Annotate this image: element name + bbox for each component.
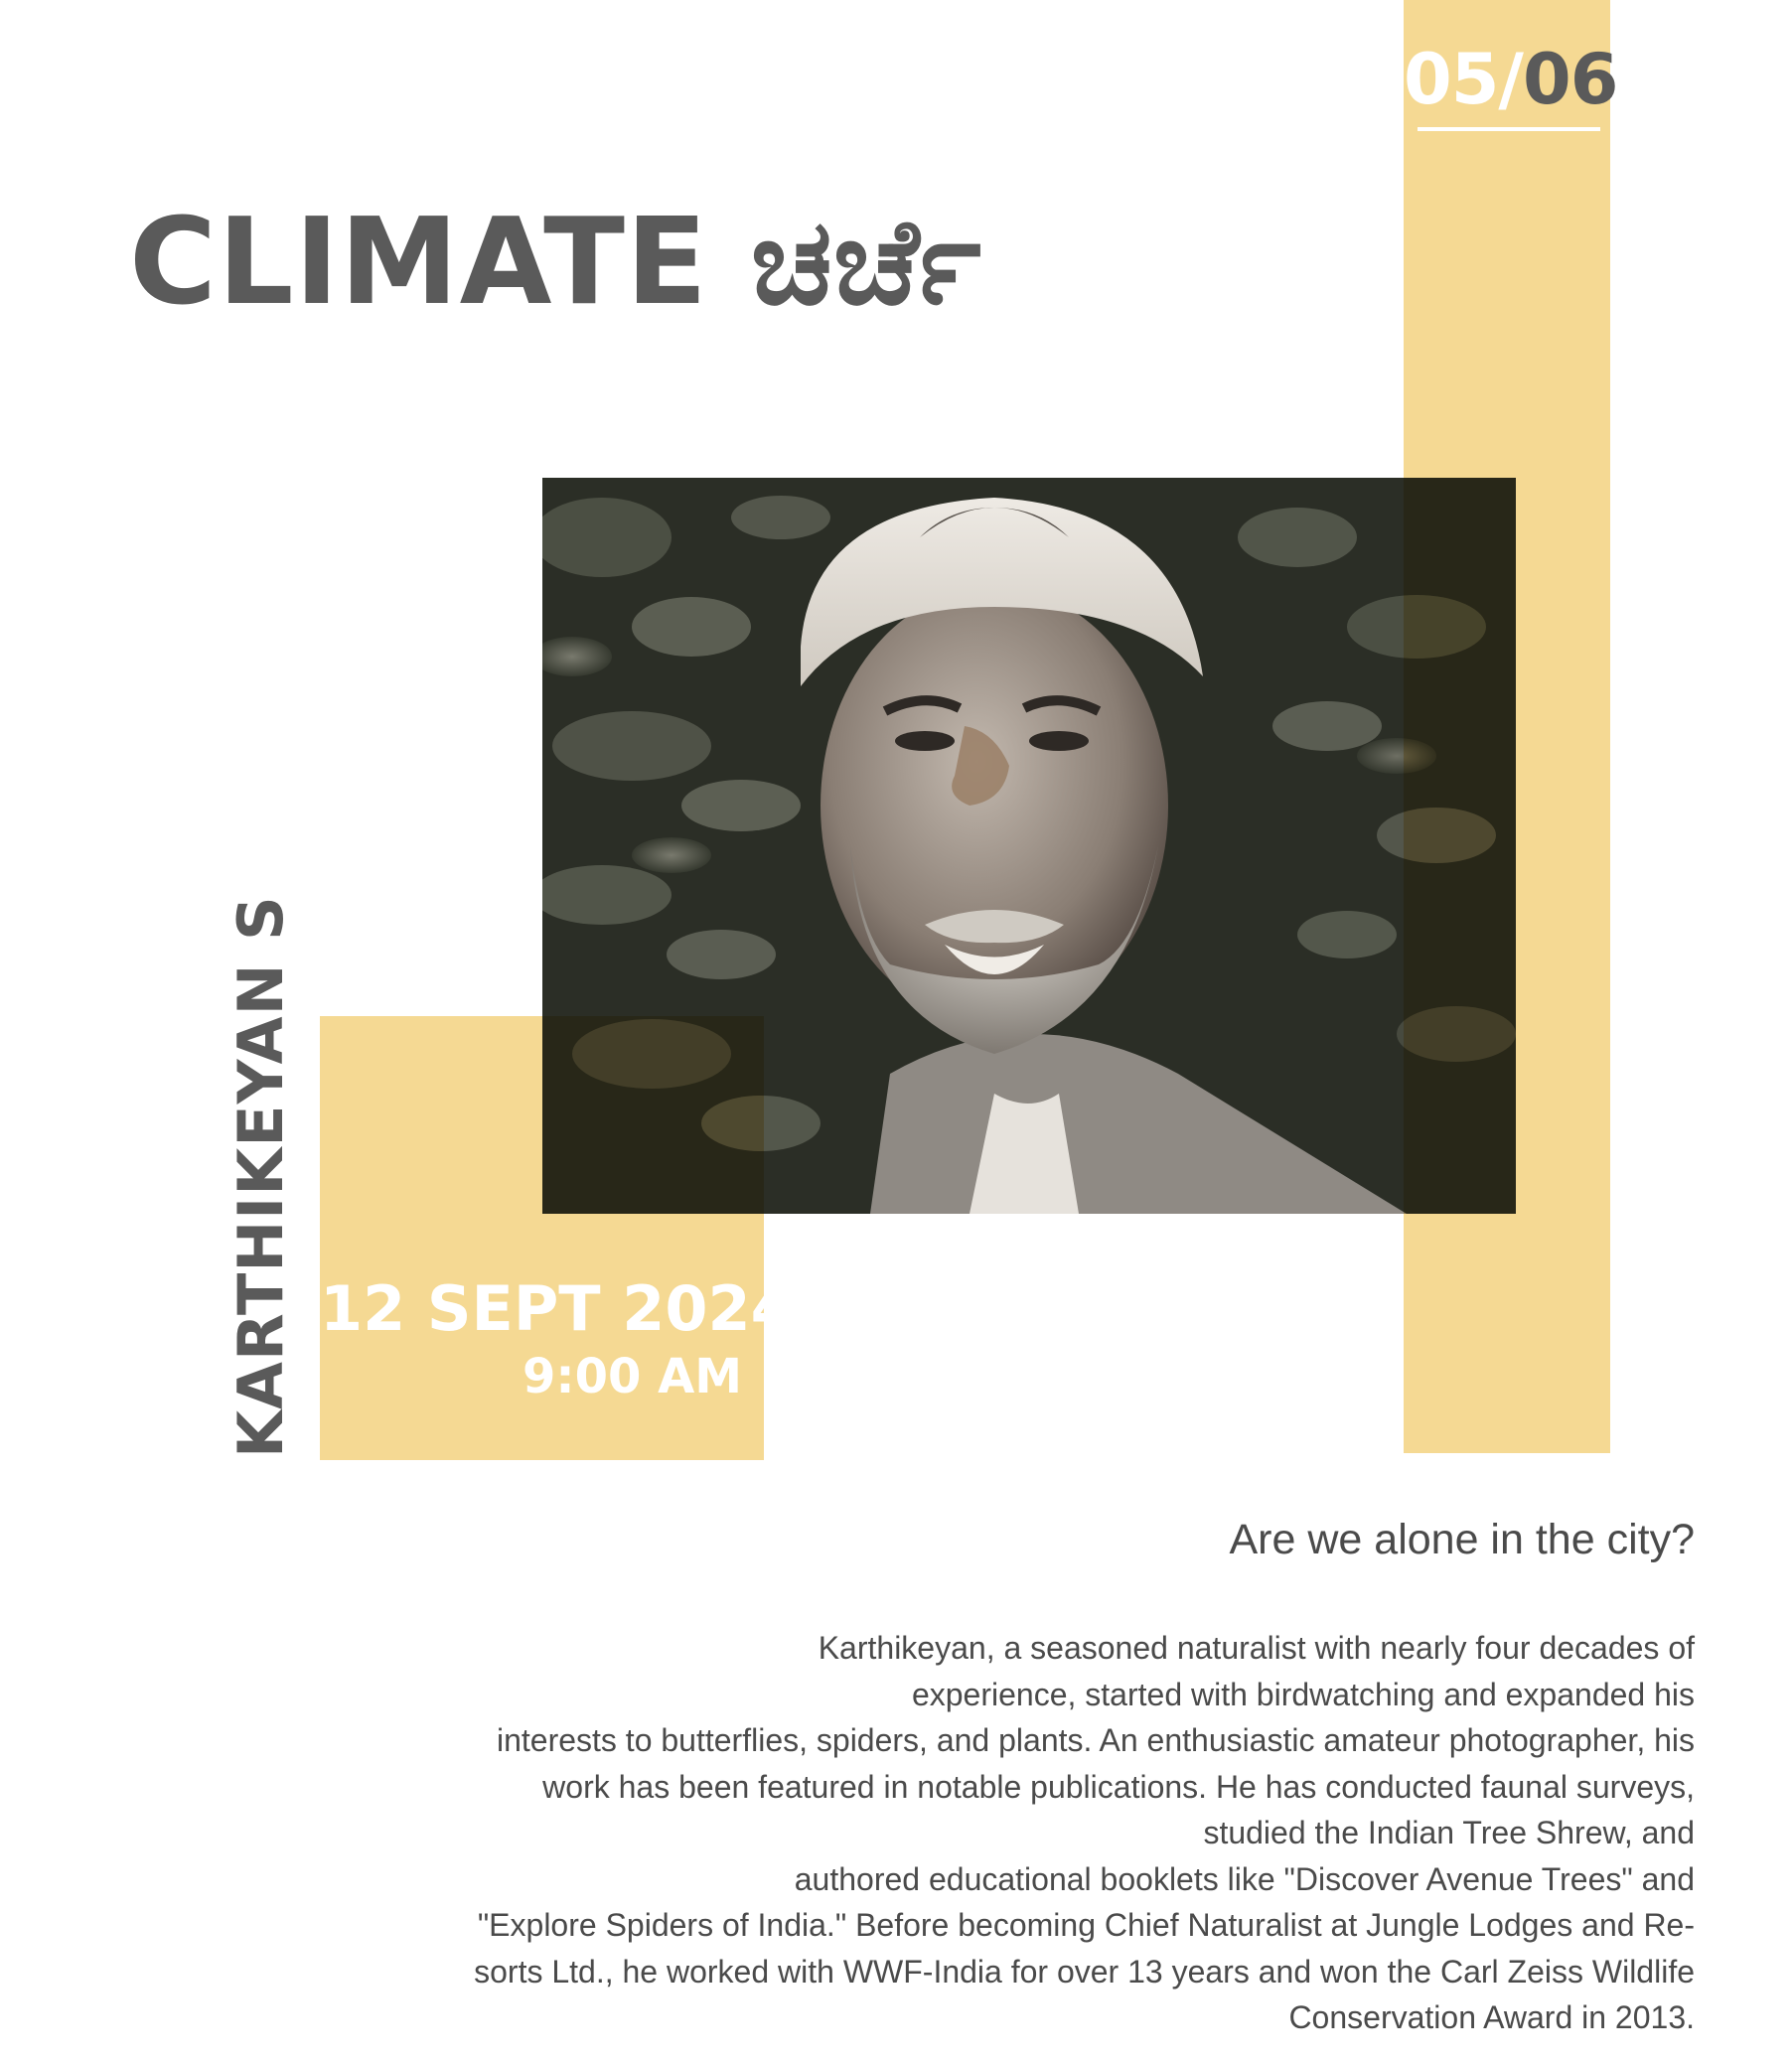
bio-line: Karthikeyan, a seasoned naturalist with nearly four decades of [818,1630,1695,1666]
page-title: CLIMATE ಚರ್ಚೆ [129,194,982,332]
event-date: 12 SEPT 2024 [320,1272,794,1345]
photo-overlay-right [1404,478,1516,1214]
bio-line: experience, started with birdwatching and expanded his [911,1676,1695,1712]
speaker-name: KARTHIKEYAN S [224,895,297,1458]
photo-overlay-left [542,1016,764,1214]
bio-line: sorts Ltd., he worked with WWF-India for over 13 years and won the Carl Zeiss Wildlife [474,1953,1695,1989]
page-total: 06 [1523,39,1618,120]
bio-line: interests to butterflies, spiders, and plants. An enthusiastic amateur photographer, his [496,1722,1695,1758]
bio-line: authored educational booklets like "Discover Avenue Trees" and [794,1860,1695,1897]
bio-line: work has been featured in notable publications. He has conducted faunal surveys, [542,1768,1695,1805]
bio-line: Conservation Award in 2013. [1288,1999,1695,2035]
event-time: 9:00 AM [522,1349,742,1404]
bio-line: studied the Indian Tree Shrew, and [1203,1815,1695,1850]
bio-line: "Explore Spiders of India." Before becoming Chief Naturalist at Jungle Lodges and Re- [477,1907,1695,1943]
page-counter-underline [1418,127,1600,131]
page-counter [1404,39,1618,120]
speaker-bio [304,1625,1695,2041]
talk-title: Are we alone in the city? [1229,1516,1695,1563]
page-separator: / [1498,39,1523,120]
page-current: 05 [1404,39,1499,120]
